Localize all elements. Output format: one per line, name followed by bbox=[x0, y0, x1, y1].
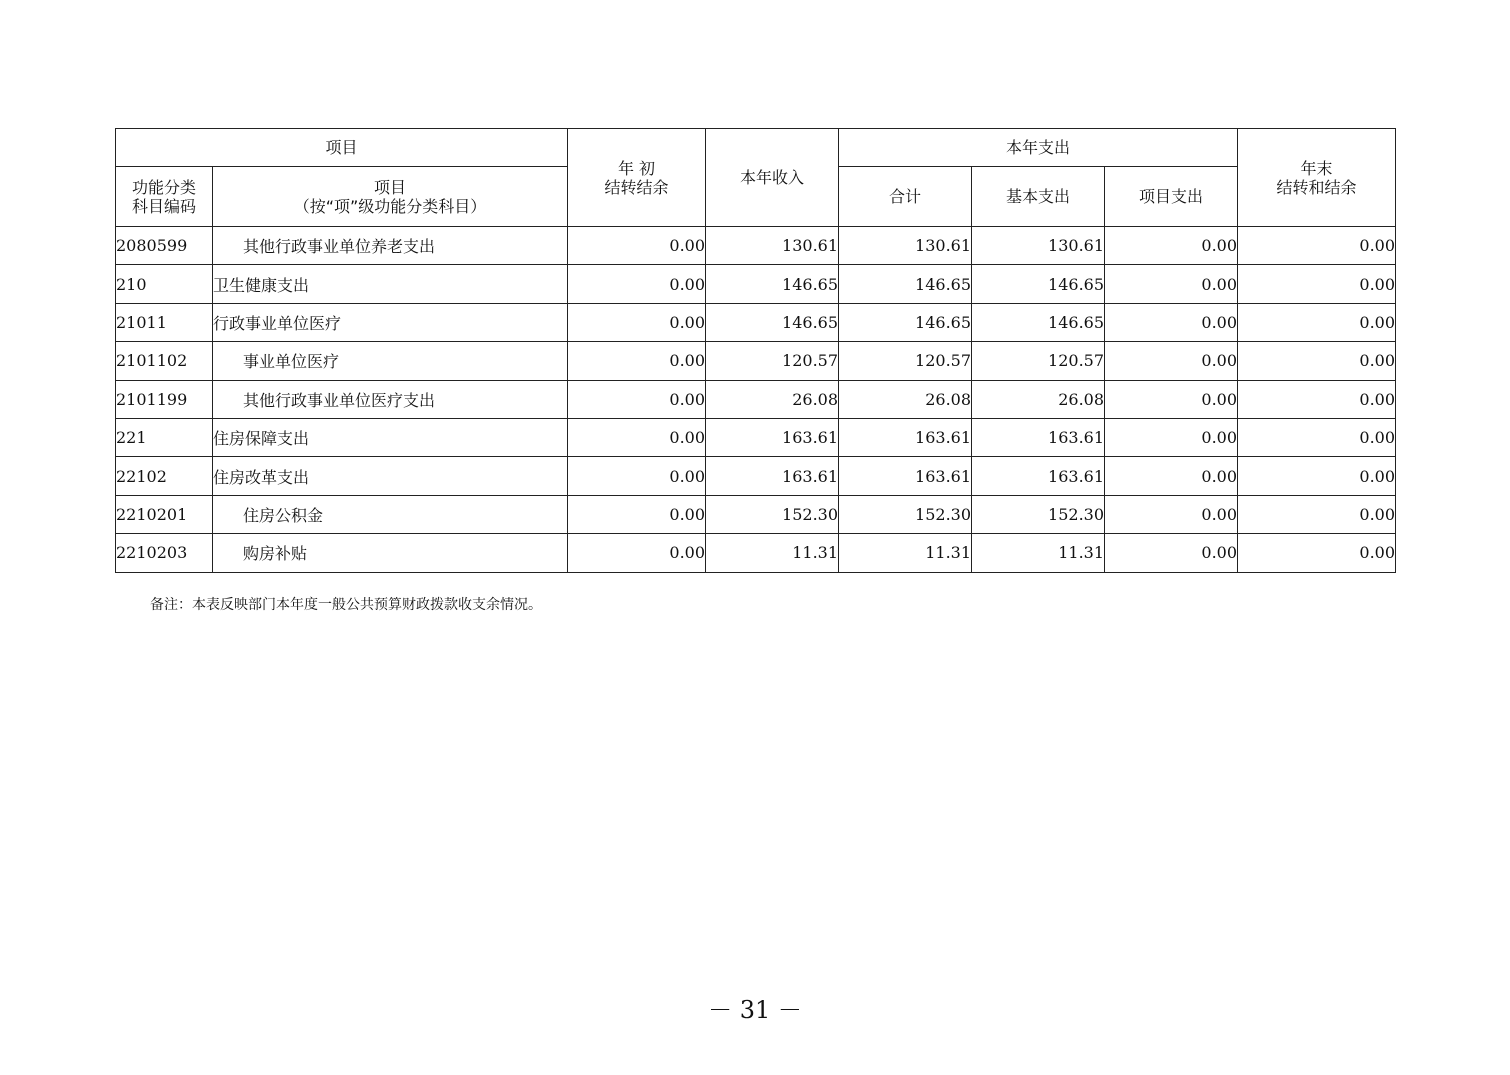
table-row bbox=[116, 342, 1396, 380]
row-carryover-start: 0.00 bbox=[568, 227, 706, 265]
row-carryover-start: 0.00 bbox=[568, 303, 706, 341]
row-carryover-end: 0.00 bbox=[1238, 534, 1396, 572]
row-project-expense: 0.00 bbox=[1105, 418, 1238, 456]
row-basic: 163.61 bbox=[972, 418, 1105, 456]
row-income: 26.08 bbox=[706, 380, 839, 418]
row-name: 事业单位医疗 bbox=[213, 342, 568, 380]
row-name: 其他行政事业单位医疗支出 bbox=[213, 380, 568, 418]
row-name: 卫生健康支出 bbox=[213, 265, 568, 303]
header-project-expense: 项目支出 bbox=[1105, 167, 1238, 227]
header-carryover-end: 年末 结转和结余 bbox=[1238, 129, 1396, 227]
row-income: 163.61 bbox=[706, 457, 839, 495]
row-carryover-end: 0.00 bbox=[1238, 457, 1396, 495]
row-total: 120.57 bbox=[839, 342, 972, 380]
row-income: 120.57 bbox=[706, 342, 839, 380]
row-code: 221 bbox=[116, 418, 213, 456]
row-basic: 26.08 bbox=[972, 380, 1105, 418]
row-total: 146.65 bbox=[839, 303, 972, 341]
row-total: 152.30 bbox=[839, 495, 972, 533]
row-project-expense: 0.00 bbox=[1105, 227, 1238, 265]
table-row bbox=[116, 495, 1396, 533]
row-carryover-end: 0.00 bbox=[1238, 265, 1396, 303]
row-code: 2101199 bbox=[116, 380, 213, 418]
row-carryover-start: 0.00 bbox=[568, 342, 706, 380]
header-code: 功能分类 科目编码 bbox=[116, 167, 213, 227]
header-basic: 基本支出 bbox=[972, 167, 1105, 227]
header-total: 合计 bbox=[839, 167, 972, 227]
row-income: 163.61 bbox=[706, 418, 839, 456]
row-carryover-end: 0.00 bbox=[1238, 380, 1396, 418]
row-basic: 11.31 bbox=[972, 534, 1105, 572]
table-body bbox=[116, 227, 1396, 573]
row-name: 住房改革支出 bbox=[213, 457, 568, 495]
row-name: 其他行政事业单位养老支出 bbox=[213, 227, 568, 265]
row-income: 152.30 bbox=[706, 495, 839, 533]
table-row bbox=[116, 457, 1396, 495]
row-code: 210 bbox=[116, 265, 213, 303]
row-carryover-end: 0.00 bbox=[1238, 495, 1396, 533]
row-total: 146.65 bbox=[839, 265, 972, 303]
row-basic: 120.57 bbox=[972, 342, 1105, 380]
row-code: 2210203 bbox=[116, 534, 213, 572]
row-carryover-end: 0.00 bbox=[1238, 418, 1396, 456]
row-name: 住房公积金 bbox=[213, 495, 568, 533]
row-total: 163.61 bbox=[839, 418, 972, 456]
row-basic: 163.61 bbox=[972, 457, 1105, 495]
table-row bbox=[116, 265, 1396, 303]
row-project-expense: 0.00 bbox=[1105, 342, 1238, 380]
row-project-expense: 0.00 bbox=[1105, 380, 1238, 418]
row-project-expense: 0.00 bbox=[1105, 265, 1238, 303]
row-basic: 146.65 bbox=[972, 265, 1105, 303]
table-row bbox=[116, 534, 1396, 572]
budget-table bbox=[115, 128, 1396, 573]
row-project-expense: 0.00 bbox=[1105, 457, 1238, 495]
row-name: 行政事业单位医疗 bbox=[213, 303, 568, 341]
row-total: 11.31 bbox=[839, 534, 972, 572]
row-basic: 130.61 bbox=[972, 227, 1105, 265]
row-carryover-end: 0.00 bbox=[1238, 227, 1396, 265]
header-carryover-start: 年 初 结转结余 bbox=[568, 129, 706, 227]
row-carryover-start: 0.00 bbox=[568, 380, 706, 418]
row-carryover-start: 0.00 bbox=[568, 265, 706, 303]
row-income: 130.61 bbox=[706, 227, 839, 265]
row-code: 21011 bbox=[116, 303, 213, 341]
row-project-expense: 0.00 bbox=[1105, 495, 1238, 533]
row-carryover-end: 0.00 bbox=[1238, 303, 1396, 341]
row-total: 26.08 bbox=[839, 380, 972, 418]
table-row bbox=[116, 380, 1396, 418]
row-name: 购房补贴 bbox=[213, 534, 568, 572]
row-basic: 152.30 bbox=[972, 495, 1105, 533]
row-carryover-end: 0.00 bbox=[1238, 342, 1396, 380]
row-income: 146.65 bbox=[706, 303, 839, 341]
row-code: 2101102 bbox=[116, 342, 213, 380]
row-project-expense: 0.00 bbox=[1105, 534, 1238, 572]
row-carryover-start: 0.00 bbox=[568, 457, 706, 495]
header-project: 项目 bbox=[116, 129, 568, 167]
row-carryover-start: 0.00 bbox=[568, 534, 706, 572]
row-code: 2210201 bbox=[116, 495, 213, 533]
header-row-top bbox=[116, 129, 1396, 167]
row-income: 146.65 bbox=[706, 265, 839, 303]
header-income: 本年收入 bbox=[706, 129, 839, 227]
row-name: 住房保障支出 bbox=[213, 418, 568, 456]
row-total: 130.61 bbox=[839, 227, 972, 265]
table-row bbox=[116, 303, 1396, 341]
row-income: 11.31 bbox=[706, 534, 839, 572]
page-number: － 31 － bbox=[708, 996, 802, 1024]
header-expense: 本年支出 bbox=[839, 129, 1238, 167]
row-code: 2080599 bbox=[116, 227, 213, 265]
header-project-sub: 项目 （按“项”级功能分类科目） bbox=[213, 167, 568, 227]
table-note: 备注：本表反映部门本年度一般公共预算财政拨款收支余情况。 bbox=[150, 597, 542, 613]
table-row bbox=[116, 418, 1396, 456]
table-row bbox=[116, 227, 1396, 265]
row-basic: 146.65 bbox=[972, 303, 1105, 341]
row-project-expense: 0.00 bbox=[1105, 303, 1238, 341]
row-carryover-start: 0.00 bbox=[568, 418, 706, 456]
row-code: 22102 bbox=[116, 457, 213, 495]
row-carryover-start: 0.00 bbox=[568, 495, 706, 533]
row-total: 163.61 bbox=[839, 457, 972, 495]
